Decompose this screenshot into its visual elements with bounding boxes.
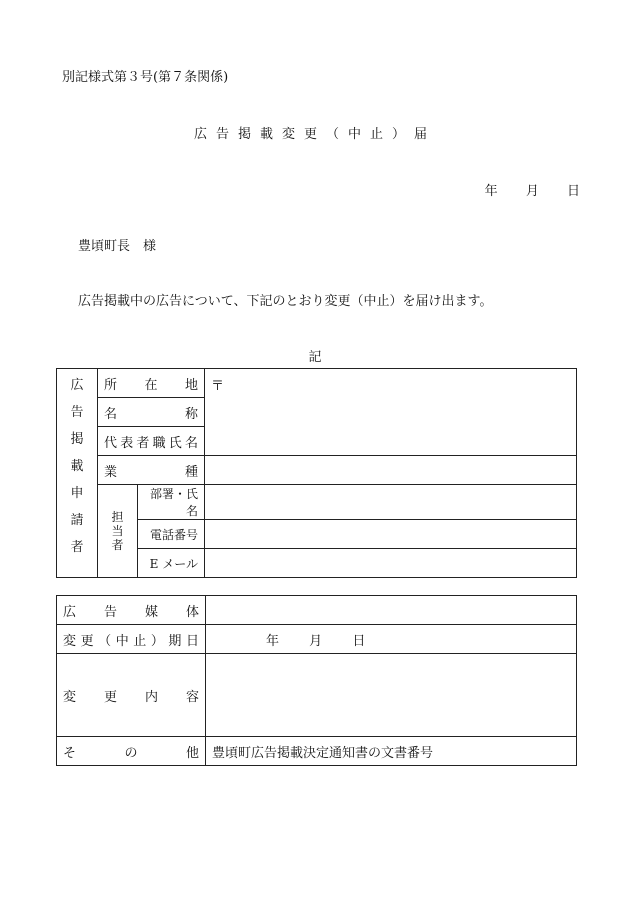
details-table xyxy=(56,595,577,766)
submission-date xyxy=(485,180,580,199)
media-label: 広告媒体 xyxy=(57,596,206,625)
ki-label: 記 xyxy=(308,350,322,365)
representative-label: 代表者職氏名 xyxy=(98,427,205,456)
other-label: その他 xyxy=(57,737,206,766)
phone-field[interactable] xyxy=(205,520,577,549)
department-field[interactable] xyxy=(205,485,577,520)
change-date-field[interactable] xyxy=(206,625,577,654)
applicant-group-label: 広 告 掲 載 申 請 者 xyxy=(57,369,98,578)
department-label: 部署・氏名 xyxy=(138,485,205,520)
contact-group-label: 担 当 者 xyxy=(98,485,138,578)
change-date-day: 日 xyxy=(352,633,366,649)
change-content-label: 変更内容 xyxy=(57,654,206,737)
email-label: E メール xyxy=(138,549,205,578)
industry-field[interactable] xyxy=(205,456,577,485)
addressee: 豊頃町長 様 xyxy=(78,239,157,254)
address-label: 所在地 xyxy=(98,369,205,398)
other-value: 豊頃町広告掲載決定通知書の文書番号 xyxy=(212,745,434,761)
other-field[interactable] xyxy=(206,737,577,766)
body-text: 広告掲載中の広告について、下記のとおり変更（中止）を届け出ます。 xyxy=(78,294,493,309)
date-day: 日 xyxy=(566,184,580,199)
change-date-month: 月 xyxy=(309,633,323,649)
name-label: 名称 xyxy=(98,398,205,427)
form-number: 別記様式第３号(第７条関係) xyxy=(62,70,229,85)
email-field[interactable] xyxy=(205,549,577,578)
change-date-year: 年 xyxy=(266,633,280,649)
date-year: 年 xyxy=(484,184,498,199)
media-field[interactable] xyxy=(206,596,577,625)
form-title: 広告掲載変更（中止）届 xyxy=(193,127,436,142)
change-content-field[interactable] xyxy=(206,654,577,737)
postal-mark: 〒 xyxy=(211,379,225,394)
change-date-label: 変更（中止）期日 xyxy=(57,625,206,654)
applicant-table xyxy=(56,368,577,578)
address-field[interactable] xyxy=(205,369,577,456)
date-month: 月 xyxy=(525,184,539,199)
industry-label: 業種 xyxy=(98,456,205,485)
phone-label: 電話番号 xyxy=(138,520,205,549)
